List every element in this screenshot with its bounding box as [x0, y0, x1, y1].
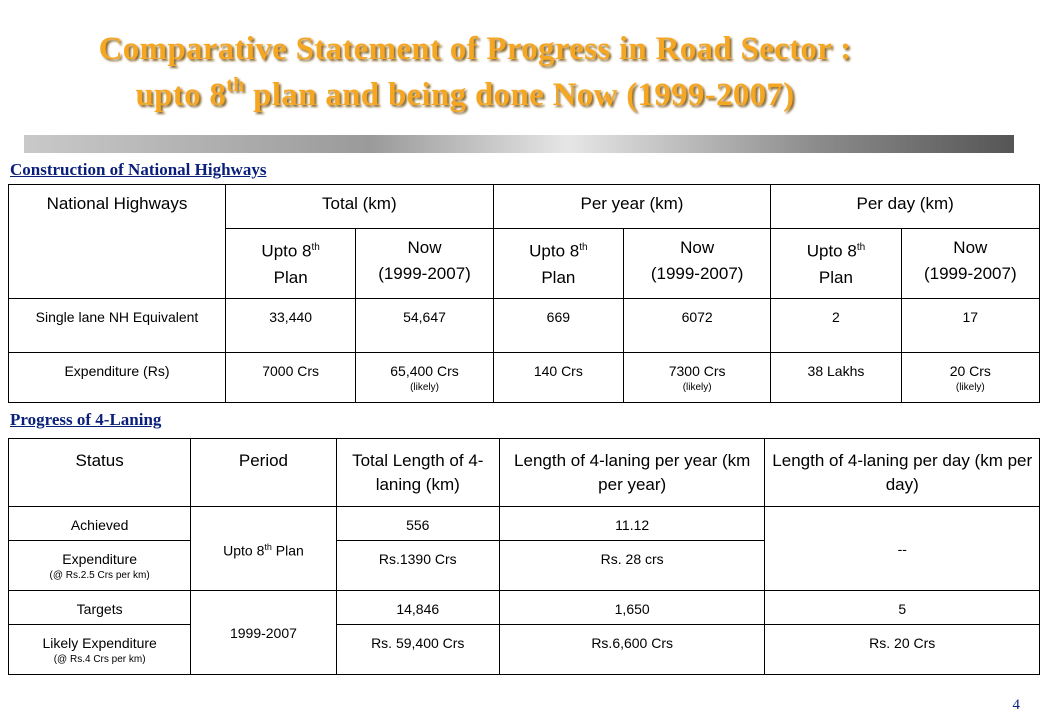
value-text: 7300 Crs [668, 363, 726, 379]
table-header-row [9, 439, 1040, 507]
subheader-upto-8th-plan [493, 229, 623, 299]
period-upto-8th-plan [191, 507, 336, 591]
value-text: 20 Crs [949, 363, 991, 379]
status-achieved: Achieved [9, 507, 191, 541]
cell-value: Rs. 28 crs [499, 541, 765, 591]
cell-value: 6072 [624, 299, 771, 353]
likely-note: (likely) [410, 382, 439, 393]
row-label-single-lane: Single lane NH Equivalent [9, 299, 226, 353]
table-row [9, 299, 1040, 353]
likely-note: (likely) [682, 382, 712, 393]
th-superscript: th [264, 541, 272, 552]
th-superscript: th [579, 242, 588, 253]
cell-value: Rs. 59,400 Crs [336, 625, 499, 675]
now-period-text: (1999-2007) [378, 264, 471, 283]
cell-value: Rs. 20 Crs [765, 625, 1040, 675]
upto-text: Upto 8 [529, 241, 580, 261]
upto-text: Upto 8 [261, 241, 312, 261]
th-superscript: th [311, 242, 320, 253]
rate-note: (@ Rs.2.5 Crs per km) [49, 570, 150, 581]
value-text: 65,400 Crs [390, 363, 459, 379]
header-total-length: Total Length of 4-laning (km) [336, 439, 499, 507]
subheader-upto-8th-plan [225, 229, 355, 299]
status-targets: Targets [9, 591, 191, 625]
status-likely-expenditure [9, 625, 191, 675]
cell-value: Rs.1390 Crs [336, 541, 499, 591]
title-text-b: plan and being done Now (1999-2007) [244, 77, 795, 113]
cell-value: 5 [765, 591, 1040, 625]
now-period-text: (1999-2007) [650, 264, 744, 283]
title-divider-bar [24, 135, 1014, 153]
cell-value: 38 Lakhs [771, 353, 901, 403]
cell-value: 14,846 [336, 591, 499, 625]
four-laning-table [8, 438, 1040, 675]
table-row [9, 353, 1040, 403]
cell-value-dash: -- [765, 507, 1040, 591]
header-status: Status [9, 439, 191, 507]
row-label-expenditure: Expenditure (Rs) [9, 353, 226, 403]
plan-text: Plan [273, 267, 308, 287]
subheader-now [624, 229, 771, 299]
cell-value: 33,440 [225, 299, 355, 353]
national-highways-table [8, 184, 1040, 403]
th-superscript: th [856, 242, 866, 253]
table-header-row [9, 185, 1040, 229]
cell-value [624, 353, 771, 403]
page-title-line2 [0, 72, 985, 118]
period-text: Plan [271, 542, 304, 559]
section-heading-construction: Construction of National Highways [10, 160, 267, 179]
likely-note: (likely) [955, 382, 985, 393]
rate-note: (@ Rs.4 Crs per km) [53, 654, 146, 665]
cell-value: 1,650 [499, 591, 765, 625]
cell-value: 2 [771, 299, 901, 353]
cell-value: 669 [493, 299, 623, 353]
period-text: Upto 8 [223, 542, 265, 559]
header-per-day-km: Per day (km) [771, 185, 1040, 229]
now-period-text: (1999-2007) [923, 264, 1017, 283]
subheader-now [901, 229, 1039, 299]
header-period: Period [191, 439, 336, 507]
subheader-now [356, 229, 493, 299]
table-row [9, 507, 1040, 541]
now-text: Now [407, 238, 442, 257]
header-national-highways: National Highways [9, 185, 226, 299]
section-heading-4-laning: Progress of 4-Laning [10, 410, 162, 429]
page-number: 4 [1012, 697, 1020, 713]
title-text-a: upto 8 [135, 77, 227, 113]
upto-text: Upto 8 [806, 241, 857, 261]
cell-value [901, 353, 1039, 403]
status-text: Expenditure [62, 551, 137, 567]
cell-value: 17 [901, 299, 1039, 353]
period-1999-2007: 1999-2007 [191, 591, 336, 675]
status-expenditure [9, 541, 191, 591]
plan-text: Plan [818, 267, 853, 287]
status-text: Likely Expenditure [42, 635, 157, 651]
cell-value: 7000 Crs [225, 353, 355, 403]
cell-value: 556 [336, 507, 499, 541]
header-total-km: Total (km) [225, 185, 493, 229]
title-superscript: th [226, 74, 245, 96]
cell-value: 140 Crs [493, 353, 623, 403]
now-text: Now [953, 238, 988, 257]
now-text: Now [680, 238, 715, 257]
header-length-per-year: Length of 4-laning per year (km per year) [499, 439, 765, 507]
header-length-per-day: Length of 4-laning per day (km per day) [765, 439, 1040, 507]
cell-value: 11.12 [499, 507, 765, 541]
plan-text: Plan [541, 267, 576, 287]
cell-value [356, 353, 493, 403]
header-per-year-km: Per year (km) [493, 185, 771, 229]
table-row [9, 625, 1040, 675]
cell-value: 54,647 [356, 299, 493, 353]
cell-value: Rs.6,600 Crs [499, 625, 765, 675]
subheader-upto-8th-plan [771, 229, 901, 299]
page-title-line1: Comparative Statement of Progress in Road Sector : [98, 31, 852, 67]
table-row [9, 591, 1040, 625]
